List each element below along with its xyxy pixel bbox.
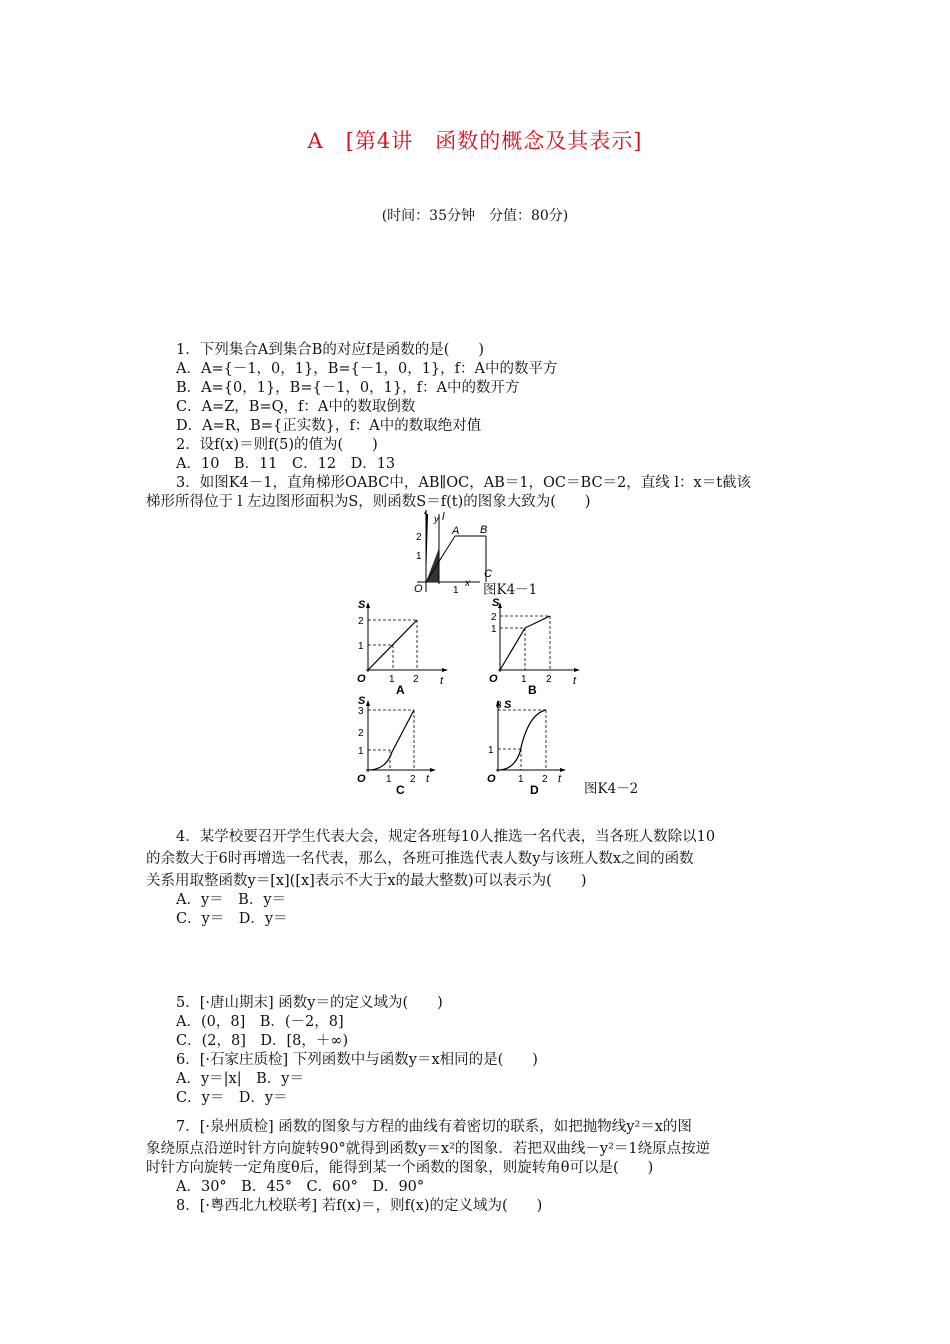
fig1-label-b: B: [480, 524, 488, 536]
fig1-xtick-1: 1: [453, 585, 459, 594]
graph-d-t-label: t: [558, 773, 562, 785]
graph-c-origin: O: [357, 773, 366, 785]
fig1-caption: 图K4－1: [483, 582, 538, 598]
fig1-label-o: O: [414, 583, 423, 594]
fig1-label-y: y: [434, 514, 439, 525]
q1-option-d: D．A=R，B={正实数}，f：A中的数取绝对值: [176, 418, 482, 434]
q4-line1: 4．某学校要召开学生代表大会，规定各班每10人推选一名代表，当各班人数除以10: [176, 829, 716, 845]
graph-a-s-label: S: [358, 599, 366, 611]
graph-b-t-label: t: [573, 675, 577, 687]
graph-b-xtick-2: 2: [546, 674, 552, 685]
graph-b-xtick-1: 1: [521, 674, 527, 685]
graph-a-ytick-1: 1: [358, 641, 364, 652]
graph-b-origin: O: [489, 673, 498, 685]
q7-line1: 7．[·泉州质检] 函数的图象与方程的曲线有着密切的联系，如把抛物线y²＝x的图: [176, 1119, 692, 1135]
fig1-label-l: l: [442, 511, 445, 523]
q6-options-cd: C．y＝ D．y＝: [176, 1090, 288, 1106]
q7-options: A．30° B．45° C．60° D．90°: [176, 1179, 425, 1195]
q6-stem: 6．[·石家庄质检] 下列函数中与函数y＝x相同的是( ): [176, 1052, 538, 1068]
graph-c-ytick-2: 2: [358, 728, 364, 739]
q1-option-c: C．A=Z，B=Q，f：A中的数取倒数: [176, 399, 416, 415]
q5-stem: 5．[·唐山期末] 函数y＝的定义域为( ): [176, 995, 443, 1011]
graph-d-xtick-1: 1: [518, 774, 524, 785]
graph-d-xtick-2: 2: [542, 774, 548, 785]
q6-options-ab: A．y＝|x| B．y＝: [176, 1071, 304, 1087]
graph-c-label: C: [396, 783, 405, 796]
graph-d: [466, 692, 586, 796]
q7-line2: 象绕原点沿逆时针方向旋转90°就得到函数y＝x²的图象．若把双曲线－y²＝1绕原点按逆: [146, 1141, 711, 1157]
graph-a-t-label: t: [440, 675, 444, 687]
graph-b-ytick-1: 1: [491, 624, 497, 635]
graph-a-ytick-2: 2: [358, 616, 364, 627]
fig1-tick-2: 2: [416, 532, 422, 543]
graph-a-label: A: [396, 683, 405, 696]
fig1-label-a: A: [452, 525, 460, 537]
q5-options-ab: A．(0，8] B．(－2，8]: [176, 1014, 344, 1030]
graph-c: [334, 692, 454, 796]
graph-a-xtick-1: 1: [389, 674, 395, 685]
fig1-label-x: x: [465, 578, 470, 586]
q4-line3: 关系用取整函数y＝[x]([x]表示不大于x的最大整数)可以表示为( ): [146, 873, 587, 889]
q7-line3: 时针方向旋转一定角度θ后，能得到某一个函数的图象，则旋转角θ可以是( ): [146, 1160, 654, 1176]
time-score-note: (时间：35分钟 分值：80分): [381, 208, 569, 224]
graph-d-ytick-3: 3: [496, 700, 502, 711]
graph-c-ytick-1: 1: [358, 746, 364, 757]
graph-b: [470, 596, 590, 696]
graph-b-ytick-2: 2: [491, 612, 497, 623]
q8-stem: 8．[·粤西北九校联考] 若f(x)＝，则f(x)的定义域为( ): [176, 1198, 543, 1214]
q3-line2: 梯形所得位于 l 左边图形面积为S，则函数S＝f(t)的图象大致为( ): [146, 494, 591, 510]
q1-stem: 1．下列集合A到集合B的对应f是函数的是( ): [176, 342, 485, 358]
graph-a-origin: O: [357, 673, 366, 685]
q4-options-cd: C．y＝ D．y＝: [176, 911, 288, 927]
graph-d-label: D: [530, 783, 539, 796]
graph-c-xtick-1: 1: [386, 774, 392, 785]
q2-options: A．10 B．11 C．12 D．13: [176, 456, 396, 472]
q3-line1: 3．如图K4－1，直角梯形OABC中，AB∥OC，AB＝1，OC＝BC＝2，直线 l：x＝t截该: [176, 475, 752, 491]
graph-a: [334, 596, 454, 696]
page-title: A [第4讲 函数的概念及其表示]: [307, 129, 643, 153]
graph-c-xtick-2: 2: [410, 774, 416, 785]
graph-d-ytick-1: 1: [488, 745, 494, 756]
fig2-caption: 图K4－2: [584, 781, 639, 797]
graph-a-xtick-2: 2: [413, 674, 419, 685]
graph-d-origin: O: [487, 773, 496, 785]
graph-c-t-label: t: [426, 773, 430, 785]
graph-d-s-label: S: [504, 699, 512, 711]
q2-stem: 2．设f(x)＝则f(5)的值为( ): [176, 437, 378, 453]
q4-line2: 的余数大于6时再增选一名代表，那么，各班可推选代表人数y与该班人数x之间的函数: [146, 851, 694, 867]
q1-option-b: B．A={0，1}，B={－1，0，1}，f：A中的数开方: [176, 380, 520, 396]
graph-b-label: B: [528, 683, 537, 696]
fig1-label-c: C: [484, 568, 492, 580]
graph-c-s-label: S: [358, 695, 366, 707]
q1-option-a: A．A={－1，0，1}，B={－1，0，1}，f：A中的数平方: [176, 361, 558, 377]
figure-k4-1-right: [455, 520, 505, 586]
graph-c-ytick-3: 3: [358, 706, 364, 717]
q5-options-cd: C．(2，8] D．[8，＋∞): [176, 1033, 349, 1049]
graph-b-s-label: S: [492, 597, 500, 609]
fig1-tick-1: 1: [416, 551, 422, 562]
q4-options-ab: A．y＝ B．y＝: [176, 892, 287, 908]
